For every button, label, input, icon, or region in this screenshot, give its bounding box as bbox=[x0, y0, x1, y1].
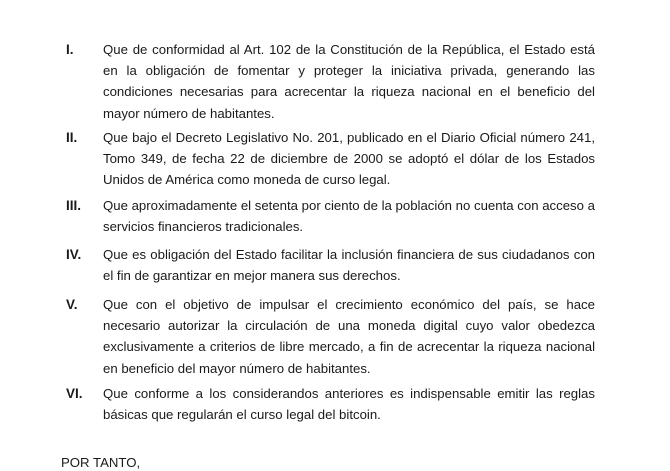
clause-text: Que de conformidad al Art. 102 de la Constitución de la República, el Estado está en la obligación de fomentar y proteger la iniciativa privada, generando las condiciones necesarias para acrecentar la riqueza nacional en el beneficio del mayor número de habitantes. bbox=[103, 42, 595, 121]
clause-numeral: VI. bbox=[66, 386, 83, 401]
clause-text: Que conforme a los considerandos anteriores es indispensable emitir las reglas básicas que regularán el curso legal del bitcoin. bbox=[103, 386, 595, 423]
closing-phrase: POR TANTO, bbox=[61, 455, 141, 470]
clause-numeral: III. bbox=[66, 198, 82, 213]
clause-numeral: II. bbox=[66, 130, 78, 145]
clause-text: Que bajo el Decreto Legislativo No. 201, publicado en el Diario Oficial número 241, Tomo 349, de fecha 22 de diciembre de 2000 se adoptó el dólar de los Estados Unidos de América como moneda de curso legal. bbox=[103, 130, 595, 188]
clause-text: Que aproximadamente el setenta por ciento de la población no cuenta con acceso a servicios financieros tradicionales. bbox=[103, 198, 595, 235]
clause-text: Que es obligación del Estado facilitar la inclusión financiera de sus ciudadanos con el fin de garantizar en mejor manera sus derechos. bbox=[103, 247, 595, 284]
clause-numeral: IV. bbox=[66, 247, 82, 262]
clause-numeral: I. bbox=[66, 42, 74, 57]
clause-numeral: V. bbox=[66, 297, 78, 312]
clause-text: Que con el objetivo de impulsar el crecimiento económico del país, se hace necesario autorizar la circulación de una moneda digital cuyo valor obedezca exclusivamente a criterios de libre mercado, a fin de acrecentar la riqueza nacional en beneficio del mayor número de habitantes. bbox=[103, 297, 595, 376]
